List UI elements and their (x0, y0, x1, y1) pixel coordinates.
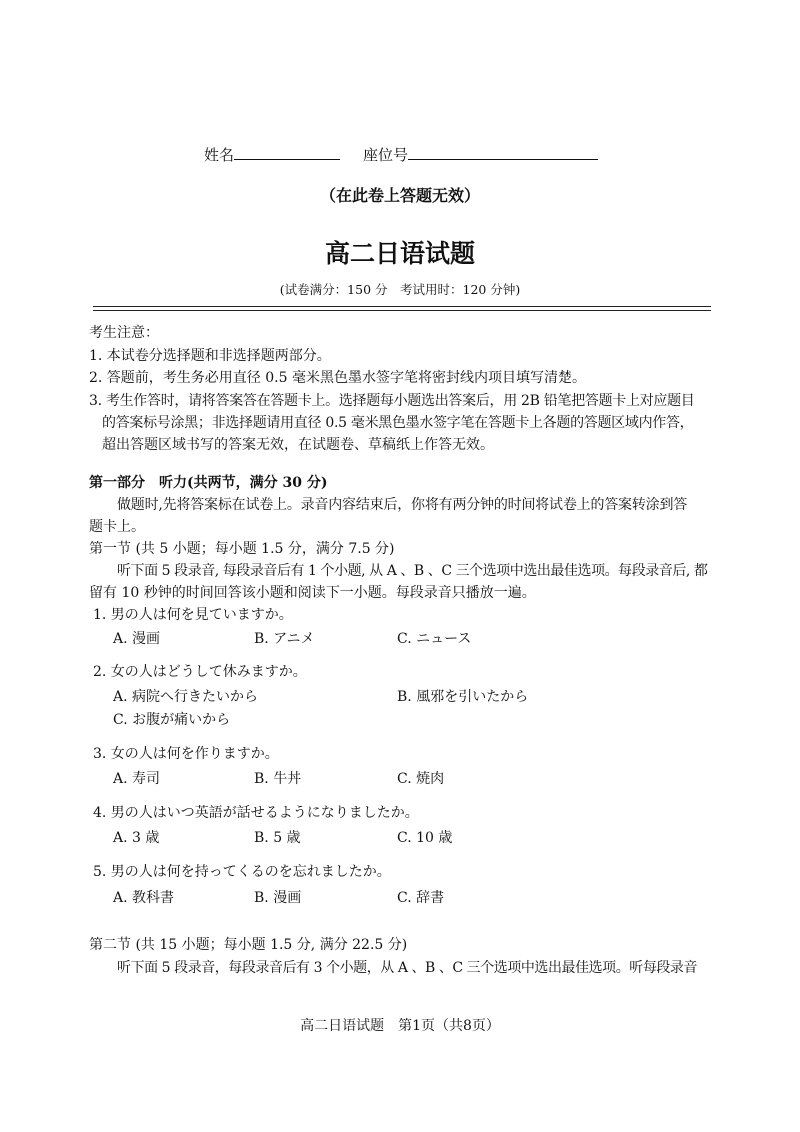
header-divider-top (93, 306, 711, 307)
question-1: 1. 男の人は何を見ていますか。 (93, 607, 293, 623)
notice-item: 3. 考生作答时，请将答案答在答题卡上。选择题每小题选出答案后，用 2B 铅笔把答题卡上对应题目 (89, 393, 695, 409)
name-label: 姓名 (204, 146, 235, 164)
header-divider-bottom (93, 310, 711, 311)
q5-option-b: B. 漫画 (254, 890, 302, 906)
section2-title: 第二节 (共 15 小题；每小题 1.5 分, 满分 22.5 分) (89, 937, 408, 953)
question-2: 2. 女の人はどうして休みますか。 (93, 664, 307, 680)
invalid-note: （在此卷上答题无效） (319, 186, 480, 205)
q1-option-c: C. ニュース (397, 631, 472, 647)
name-blank (234, 145, 340, 160)
part1-intro-cont: 题卡上。 (89, 519, 145, 535)
notice-item-cont: 的答案标号涂黑；非选择题请用直径 0.5 毫米黑色墨水签字笔在答题卡上各题的答题区域内作答， (102, 415, 694, 431)
notice-item-cont: 超出答题区域书写的答案无效，在试题卷、草稿纸上作答无效。 (102, 437, 494, 453)
question-5: 5. 男の人は何を持ってくるのを忘れましたか。 (93, 864, 391, 880)
section1-title: 第一节 (共 5 小题；每小题 1.5 分，满分 7.5 分) (89, 541, 395, 557)
notice-heading: 考生注意： (89, 325, 159, 341)
seat-field (363, 144, 598, 165)
q3-option-b: B. 牛丼 (254, 771, 302, 787)
part1-intro: 做题时,先将答案标在试卷上。录音内容结束后，你将有两分钟的时间将试卷上的答案转涂到答 (117, 497, 688, 513)
q1-option-a: A. 漫画 (113, 631, 161, 647)
q2-option-c: C. お腹が痛いから (113, 712, 231, 728)
page-footer: 高二日语试题 第1页（共8页） (300, 1018, 500, 1034)
q2-option-a: A. 病院へ行きたいから (113, 689, 259, 705)
q3-option-a: A. 寿司 (113, 771, 161, 787)
question-3: 3. 女の人は何を作りますか。 (93, 746, 279, 762)
page-title: 高二日语试题 (324, 239, 475, 268)
question-4: 4. 男の人はいつ英語が話せるようになりましたか。 (93, 805, 419, 821)
q2-option-b: B. 風邪を引いたから (397, 689, 529, 705)
section1-intro-cont: 留有 10 秒钟的时间回答该小题和阅读下一小题。每段录音只播放一遍。 (89, 585, 536, 601)
part1-title: 第一部分 听力(共两节，满分 30 分) (89, 475, 328, 491)
seat-label: 座位号 (363, 146, 409, 164)
q1-option-b: B. アニメ (254, 631, 315, 647)
exam-subtitle: (试卷满分：150 分 考试用时：120 分钟) (279, 282, 521, 297)
q4-option-a: A. 3 歳 (113, 830, 160, 846)
section2-intro: 听下面 5 段录音，每段录音后有 3 个小题，从 A 、B 、C 三个选项中选出最佳选项。听每段录音 (117, 960, 698, 976)
name-field (204, 144, 340, 165)
section1-intro: 听下面 5 段录音, 每段录音后有 1 个小题, 从 A 、B 、C 三个选项中选出最佳选项。每段录音后, 都 (117, 563, 708, 579)
notice-item: 2. 答题前，考生务必用直径 0.5 毫米黑色墨水签字笔将密封线内项目填写清楚。 (89, 370, 586, 386)
q5-option-a: A. 教科書 (113, 890, 175, 906)
q4-option-c: C. 10 歳 (397, 830, 453, 846)
q4-option-b: B. 5 歳 (254, 830, 301, 846)
q5-option-c: C. 辞書 (397, 890, 445, 906)
seat-blank (408, 145, 598, 160)
q3-option-c: C. 焼肉 (397, 771, 445, 787)
notice-item: 1. 本试卷分选择题和非选择题两部分。 (89, 348, 331, 364)
